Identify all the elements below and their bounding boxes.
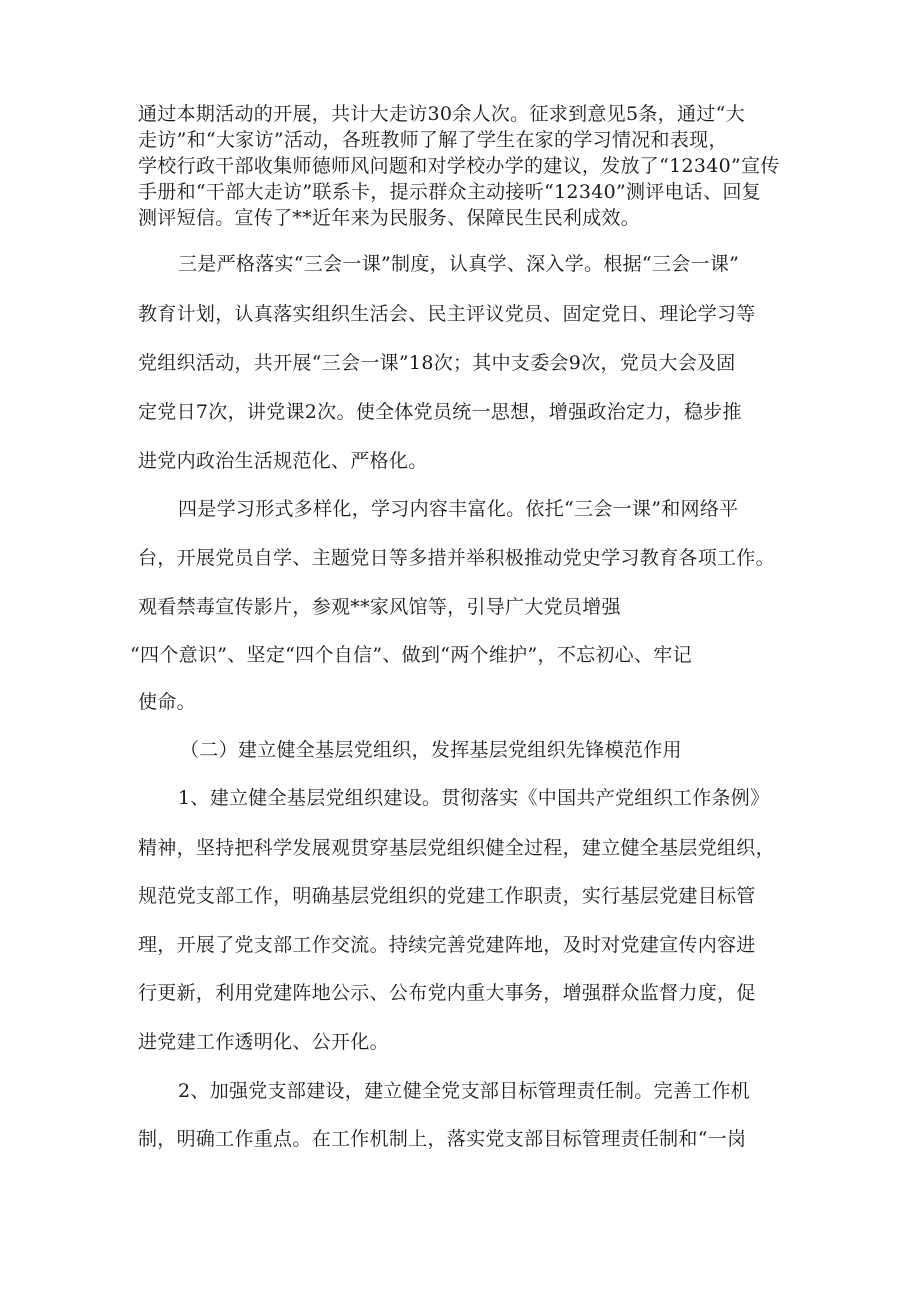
paragraph-line: 1、建立健全基层党组织建设。贯彻落实《中国共产党组织工作条例》 [178, 787, 770, 809]
paragraph-line: 测评短信。宣传了**近年来为民服务、保障民生民利成效。 [138, 207, 641, 229]
paragraph-line: 三是严格落实“三会一课”制度，认真学、深入学。根据“三会一课” [178, 253, 740, 275]
paragraph-line: 观看禁毒宣传影片，参观**家风馆等，引导广大党员增强 [138, 596, 621, 618]
paragraph-line: 四是学习形式多样化，学习内容丰富化。依托“三会一课”和网络平 [178, 498, 739, 520]
paragraph-line: 学校行政干部收集师德师风问题和对学校办学的建议，发放了“12340”宣传 [138, 155, 780, 177]
paragraph-line: 精神，坚持把科学发展观贯穿基层党组织健全过程，建立健全基层党组织， [138, 837, 775, 859]
paragraph-line: 进党内政治生活规范化、严格化。 [138, 450, 428, 472]
paragraph-line: 党组织活动，共开展“三会一课”18次；其中支委会9次，党员大会及固 [138, 352, 736, 374]
paragraph-line: 通过本期活动的开展，共计大走访30余人次。征求到意见5条，通过“大 [138, 103, 745, 125]
paragraph-line: 台，开展党员自学、主题党日等多措并举积极推动党史学习教育各项工作。 [138, 547, 775, 569]
paragraph-line: “四个意识”、坚定“四个自信”、做到“两个维护”，不忘初心、牢记 [130, 644, 692, 666]
paragraph-line: 定党日7次，讲党课2次。使全体党员统一思想，增强政治定力，稳步推 [138, 401, 742, 423]
paragraph-line: 教育计划，认真落实组织生活会、民主评议党员、固定党日、理论学习等 [138, 303, 756, 325]
paragraph-line: 进党建工作透明化、公开化。 [138, 1031, 389, 1053]
paragraph-line: 规范党支部工作，明确基层党组织的党建工作职责，实行基层党建目标管 [138, 885, 756, 907]
section-heading: （二）建立健全基层党组织，发挥基层党组织先锋模范作用 [180, 739, 682, 761]
paragraph-line: 2、加强党支部建设，建立健全党支部目标管理责任制。完善工作机 [178, 1080, 751, 1102]
paragraph-line: 手册和“干部大走访”联系卡，提示群众主动接听“12340”测评电话、回复 [138, 181, 762, 203]
paragraph-line: 理，开展了党支部工作交流。持续完善党建阵地，及时对党建宣传内容进 [138, 934, 756, 956]
paragraph-line: 使命。 [138, 691, 196, 713]
paragraph-line: 制，明确工作重点。在工作机制上，落实党支部目标管理责任制和“一岗 [138, 1128, 747, 1150]
paragraph-line: 行更新，利用党建阵地公示、公布党内重大事务，增强群众监督力度，促 [138, 982, 756, 1004]
paragraph-line: 走访”和“大家访”活动，各班教师了解了学生在家的学习情况和表现， [138, 129, 728, 151]
